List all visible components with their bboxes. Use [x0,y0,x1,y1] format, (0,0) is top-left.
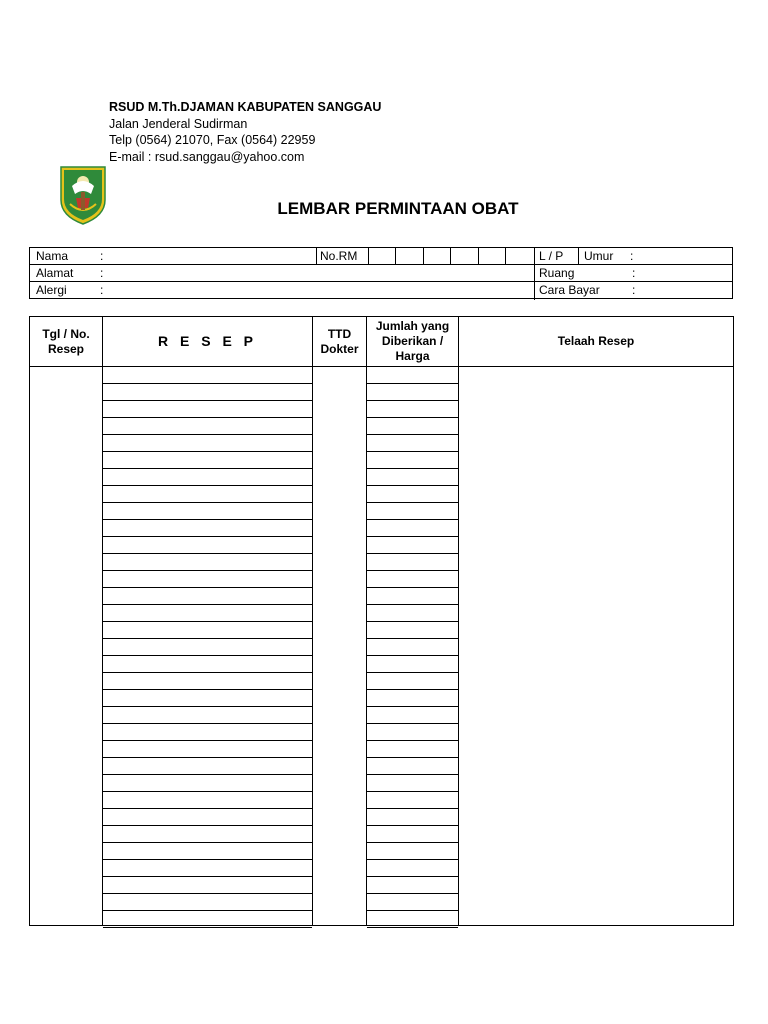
jumlah-row-line [367,587,458,588]
resep-row-line [103,519,312,520]
resep-row-line [103,774,312,775]
jumlah-row-line [367,910,458,911]
jumlah-row-line [367,400,458,401]
umur-colon: : [630,249,634,263]
cara-bayar-label: Cara Bayar [539,283,600,297]
col-header-resep: R E S E P [157,333,258,349]
col-header-jumlah-harga: Jumlah yang Diberikan / Harga [375,319,450,363]
resep-row-line [103,876,312,877]
jumlah-row-line [367,740,458,741]
nama-colon: : [100,249,104,263]
jumlah-row-line [367,825,458,826]
resep-row-line [103,536,312,537]
document-title: LEMBAR PERMINTAAN OBAT [277,199,519,218]
jumlah-row-line [367,791,458,792]
resep-row-line [103,417,312,418]
resep-row-line [103,689,312,690]
alamat-colon: : [100,266,104,280]
patient-info-table [29,247,733,299]
resep-row-line [103,927,312,928]
jumlah-row-line [367,536,458,537]
prescription-table [29,316,734,926]
col-header-ttd-dokter: TTD Dokter [320,326,359,356]
resep-row-line [103,451,312,452]
resep-row-line [103,400,312,401]
col-header-telaah-resep: Telaah Resep [557,334,635,348]
jumlah-row-line [367,485,458,486]
jumlah-row-line [367,757,458,758]
jumlah-row-line [367,706,458,707]
resep-row-line [103,485,312,486]
resep-row-line [103,570,312,571]
jumlah-row-line [367,859,458,860]
jumlah-row-line [367,468,458,469]
resep-row-line [103,706,312,707]
resep-row-line [103,621,312,622]
resep-row-line [103,655,312,656]
resep-row-line [103,502,312,503]
umur-label: Umur [584,249,614,263]
resep-row-line [103,859,312,860]
cara-bayar-colon: : [632,283,636,297]
institution-phone: Telp (0564) 21070, Fax (0564) 22959 [109,133,316,147]
institution-address: Jalan Jenderal Sudirman [109,116,248,131]
jumlah-row-line [367,502,458,503]
jumlah-row-line [367,893,458,894]
jumlah-row-line [367,570,458,571]
norm-label: No.RM [320,249,358,263]
alamat-label: Alamat [36,266,74,280]
institution-email: E-mail : rsud.sanggau@yahoo.com [109,149,305,164]
jumlah-row-line [367,451,458,452]
jumlah-row-line [367,553,458,554]
resep-row-line [103,842,312,843]
jumlah-row-line [367,638,458,639]
resep-row-line [103,740,312,741]
jumlah-row-line [367,604,458,605]
resep-row-line [103,893,312,894]
jumlah-row-line [367,689,458,690]
resep-row-line [103,723,312,724]
gender-label: L / P [539,249,564,263]
ruang-colon: : [632,266,636,280]
resep-row-line [103,672,312,673]
jumlah-row-line [367,774,458,775]
resep-row-line [103,434,312,435]
resep-row-line [103,587,312,588]
jumlah-row-line [367,723,458,724]
jumlah-row-line [367,655,458,656]
jumlah-row-line [367,519,458,520]
resep-row-line [103,808,312,809]
nama-label: Nama [36,249,69,263]
resep-row-line [103,791,312,792]
resep-row-line [103,757,312,758]
resep-row-line [103,604,312,605]
jumlah-row-line [367,417,458,418]
jumlah-row-line [367,383,458,384]
alergi-label: Alergi [36,283,67,297]
resep-row-line [103,825,312,826]
jumlah-row-line [367,927,458,928]
jumlah-row-line [367,808,458,809]
resep-row-line [103,383,312,384]
resep-row-line [103,910,312,911]
resep-row-line [103,468,312,469]
institution-name: RSUD M.Th.DJAMAN KABUPATEN SANGGAU [109,100,382,114]
col-header-tgl-no-resep: Tgl / No. Resep [42,326,90,356]
jumlah-row-line [367,672,458,673]
resep-row-line [103,553,312,554]
institution-header [109,99,381,165]
jumlah-row-line [367,876,458,877]
alergi-colon: : [100,283,104,297]
resep-row-line [103,638,312,639]
ruang-label: Ruang [539,266,575,280]
jumlah-row-line [367,434,458,435]
jumlah-row-line [367,621,458,622]
jumlah-row-line [367,842,458,843]
